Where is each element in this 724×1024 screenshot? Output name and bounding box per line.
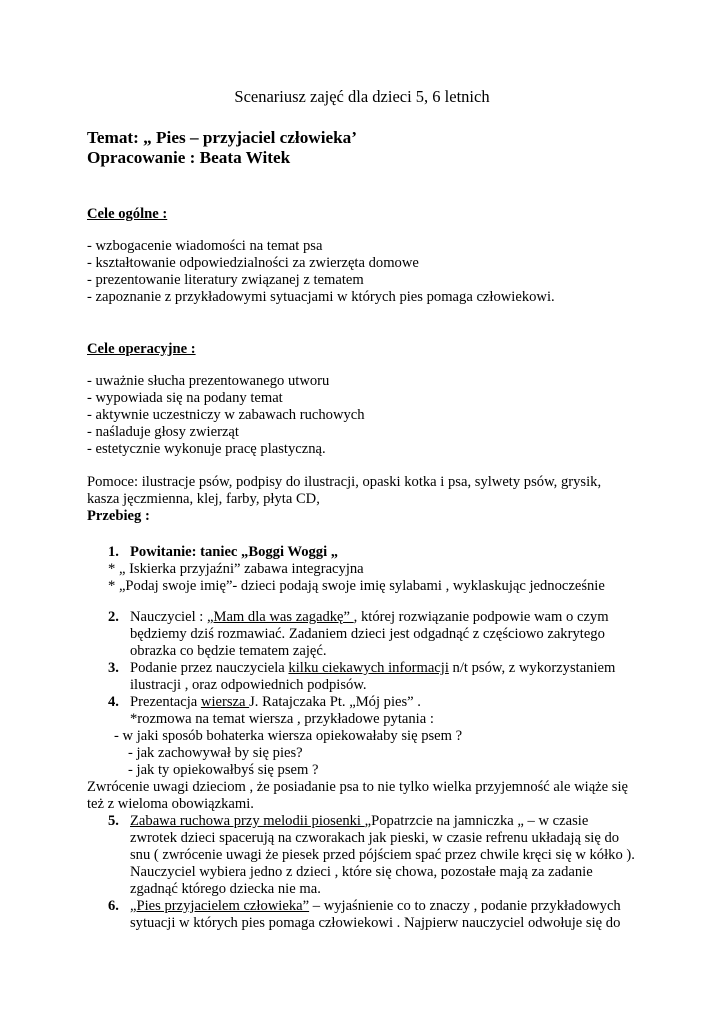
step-4-line: *rozmowa na temat wiersza , przykładowe pytania : — [130, 711, 434, 727]
step-2-line — [130, 609, 609, 626]
step-5-line: Nauczyciel wybiera jedno z dzieci , które się chowa, pozostałe mają za zadanie — [130, 864, 593, 880]
document-title: Scenariusz zajęć dla dzieci 5, 6 letnich — [234, 87, 490, 106]
general-goals-heading: Cele ogólne : — [87, 206, 168, 222]
general-goal-item: - wzbogacenie wiadomości na temat psa — [87, 238, 323, 254]
step-4-question: - w jaki sposób bohaterka wiersza opiekowałaby się psem ? — [114, 728, 463, 744]
step-number: 6. — [108, 898, 119, 914]
step-4-question: - jak zachowywał by się pies? — [128, 745, 303, 761]
step-3-link[interactable]: kilku ciekawych informacji — [288, 660, 449, 676]
step-number: 1. — [108, 544, 119, 560]
step-6-link[interactable]: „Pies przyjacielem człowieka” — [130, 898, 310, 914]
step-3-text: Podanie przez nauczyciela — [130, 660, 289, 676]
step-6-line — [130, 898, 621, 915]
step-2-link[interactable]: „Mam dla was zagadkę” — [206, 609, 354, 625]
step-2-line: będziemy dziś rozmawiać. Zadaniem dzieci jest odgadnąć z częściowo zakrytego — [130, 626, 605, 642]
step-4-link[interactable]: wiersza — [200, 694, 250, 710]
operational-goals-heading: Cele operacyjne : — [87, 341, 196, 357]
step-6-text: – wyjaśnienie co to znaczy , podanie przykładowych — [309, 898, 621, 914]
author-heading: Opracowanie : Beata Witek — [87, 148, 291, 167]
step-1-sub: * „ Iskierka przyjaźni” zabawa integracyjna — [108, 561, 364, 577]
note-line: Zwrócenie uwagi dzieciom , że posiadanie psa to nie tylko wielka przyjemność ale wiąże się — [87, 779, 628, 795]
step-4-question: - jak ty opiekowałbyś się psem ? — [128, 762, 319, 778]
step-1-sub: * „Podaj swoje imię”- dzieci podają swoje imię sylabami , wyklaskując jednocześnie — [108, 578, 605, 594]
step-5-line: zgadnąć którego dziecka nie ma. — [130, 881, 321, 897]
step-3-line — [130, 660, 615, 677]
general-goal-item: - prezentowanie literatury związanej z tematem — [87, 272, 364, 288]
materials-line: kasza jęczmienna, klej, farby, płyta CD, — [87, 491, 320, 507]
operational-goal-item: - aktywnie uczestniczy w zabawach ruchowych — [87, 407, 365, 423]
step-number: 3. — [108, 660, 119, 676]
step-4-text: J. Ratajczaka Pt. „Mój pies” . — [249, 694, 421, 710]
note-line: też z wieloma obowiązkami. — [87, 796, 254, 812]
step-5-text: „Popatrzcie na jamniczka „ – w czasie — [364, 813, 589, 829]
step-4-text: Prezentacja — [130, 694, 201, 710]
step-3-line: ilustracji , oraz odpowiednich podpisów. — [130, 677, 367, 693]
step-1-title: Powitanie: taniec „Boggi Woggi „ — [130, 544, 339, 560]
step-2-text: , której rozwiązanie podpowie wam o czym — [353, 609, 609, 625]
step-3-text: n/t psów, z wykorzystaniem — [448, 660, 616, 676]
step-4-line — [130, 694, 421, 711]
procedure-heading: Przebieg : — [87, 508, 150, 524]
step-5-link[interactable]: Zabawa ruchowa przy melodii piosenki — [130, 813, 365, 829]
general-goal-item: - zapoznanie z przykładowymi sytuacjami w których pies pomaga człowiekowi. — [87, 289, 555, 305]
step-number: 2. — [108, 609, 119, 625]
step-number: 5. — [108, 813, 119, 829]
step-2-text: Nauczyciel : — [130, 609, 207, 625]
operational-goal-item: - wypowiada się na podany temat — [87, 390, 283, 406]
step-5-line: zwrotek dzieci spacerują na czworakach jak pieski, w czasie refrenu układają się do — [130, 830, 620, 846]
materials-line: Pomoce: ilustracje psów, podpisy do ilustracji, opaski kotka i psa, sylwety psów, grysik, — [87, 474, 602, 490]
operational-goal-item: - uważnie słucha prezentowanego utworu — [87, 373, 330, 389]
operational-goal-item: - naśladuje głosy zwierząt — [87, 424, 239, 440]
step-5-line — [130, 813, 588, 830]
step-number: 4. — [108, 694, 119, 710]
general-goal-item: - kształtowanie odpowiedzialności za zwierzęta domowe — [87, 255, 419, 271]
topic-heading: Temat: „ Pies – przyjaciel człowieka’ — [87, 128, 357, 147]
operational-goal-item: - estetycznie wykonuje pracę plastyczną. — [87, 441, 326, 457]
step-6-line: sytuacji w których pies pomaga człowiekowi . Najpierw nauczyciel odwołuje się do — [130, 915, 621, 931]
step-5-line: snu ( zwrócenie uwagi że piesek przed pójściem spać przez chwile kręci się w kółko ). — [130, 847, 635, 863]
step-2-line: obrazka co będzie tematem zajęć. — [130, 643, 327, 659]
